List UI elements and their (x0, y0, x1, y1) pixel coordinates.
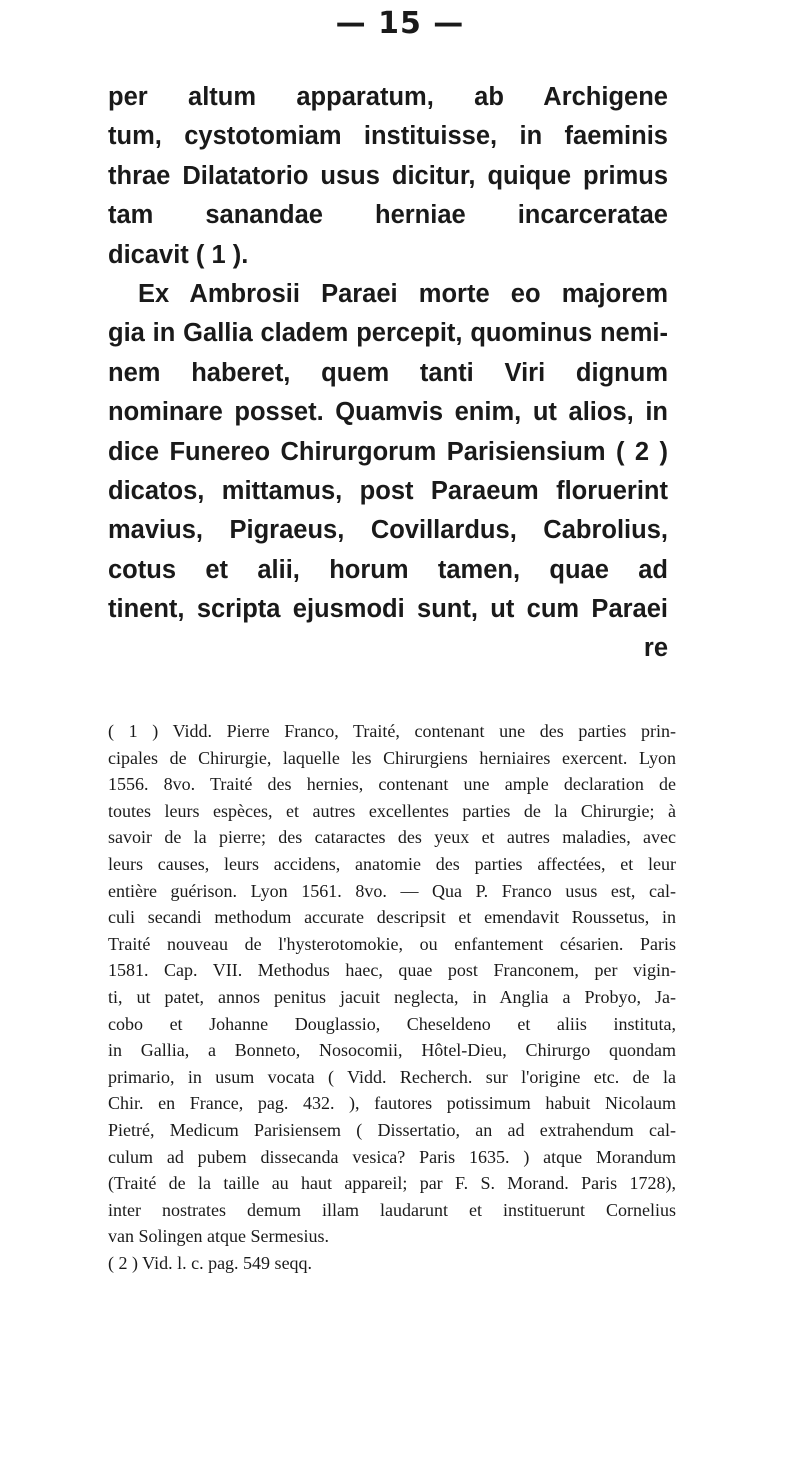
text-line-4: tam sanandae herniae incarceratae (108, 201, 668, 230)
footnote-line-12: cobo et Johanne Douglassio, Cheseldeno et aliis instituta, (108, 1013, 676, 1034)
text-line-3: thrae Dilatatorio usus dicitur, quique primus (108, 161, 668, 190)
footnote-line-21: ( 2 ) Vid. l. c. pag. 549 seqq. (108, 1252, 313, 1273)
text-line-5: dicavit ( 1 ). (108, 240, 249, 269)
text-line-11: dicatos, mittamus, post Paraeum floruerint (108, 476, 668, 505)
footnote-line-9: Traité nouveau de l'hysterotomokie, ou enfantement césarien. Paris (108, 933, 676, 954)
text-line-10: dice Funereo Chirurgorum Parisiensium ( 2 ) (108, 437, 668, 466)
footnote-line-4: toutes leurs espèces, et autres excellentes parties de la Chirurgie; à (108, 800, 676, 821)
text-line-14: tinent, scripta ejusmodi sunt, ut cum Paraei (108, 595, 668, 624)
text-line-9: nominare posset. Quamvis enim, ut alios, in (108, 398, 668, 427)
text-line-1: per altum apparatum, ab Archigene (108, 83, 668, 111)
text-line-8: nem haberet, quem tanti Viri dignum (108, 358, 668, 387)
footnote-line-5: savoir de la pierre; des cataractes des yeux et autres maladies, avec (108, 827, 676, 848)
footnote-line-3: 1556. 8vo. Traité des hernies, contenant une ample declaration de (108, 774, 676, 795)
text-line-7: gia in Gallia cladem percepit, quominus nemi- (108, 319, 668, 348)
text-line-12: mavius, Pigraeus, Covillardus, Cabrolius, (108, 516, 668, 545)
footnote-line-14: primario, in usum vocata ( Vidd. Recherch. sur l'origine etc. de la (108, 1066, 676, 1087)
footnote-line-8: culi secandi methodum accurate descripsit et emendavit Roussetus, in (108, 907, 676, 928)
footnote-line-11: ti, ut patet, annos penitus jacuit neglecta, in Anglia a Probyo, Ja- (108, 986, 676, 1007)
page-number: — 15 — (335, 6, 465, 41)
catchword: re (643, 634, 668, 663)
text-line-6: Ex Ambrosii Paraei morte eo majorem (138, 279, 668, 308)
footnote-line-19: inter nostrates demum illam laudarunt et instituerunt Cornelius (108, 1199, 676, 1220)
footnote-line-15: Chir. en France, pag. 432. ), fautores potissimum habuit Nicolaum (108, 1093, 676, 1114)
text-line-2: tum, cystotomiam instituisse, in faeminis (108, 122, 668, 151)
footnote-line-1: ( 1 ) Vidd. Pierre Franco, Traité, contenant une des parties prin- (108, 721, 676, 741)
text-line-13: cotus et alii, horum tamen, quae ad (108, 555, 668, 584)
footnote-line-13: in Gallia, a Bonneto, Nosocomii, Hôtel-Dieu, Chirurgo quondam (108, 1040, 676, 1061)
footnote-line-2: cipales de Chirurgie, laquelle les Chirurgiens herniaires exercent. Lyon (108, 747, 676, 768)
footnote-line-16: Pietré, Medicum Parisiensem ( Dissertatio, an ad extrahendum cal- (108, 1119, 676, 1140)
footnote-line-17: culum ad pubem dissecanda vesica? Paris 1635. ) atque Morandum (108, 1146, 676, 1167)
footnotes-block (108, 718, 676, 1276)
footnote-line-18: (Traité de la taille au haut appareil; par F. S. Morand. Paris 1728), (108, 1173, 676, 1194)
footnote-line-10: 1581. Cap. VII. Methodus haec, quae post Franconem, per vigin- (108, 960, 676, 981)
footnote-line-6: leurs causes, leurs accidens, anatomie des parties affectées, et leur (108, 853, 676, 874)
footnote-line-7: entière guérison. Lyon 1561. 8vo. — Qua P. Franco usus est, cal- (108, 880, 676, 901)
main-text-block (108, 78, 668, 669)
footnote-line-20: van Solingen atque Sermesius. (108, 1226, 329, 1247)
